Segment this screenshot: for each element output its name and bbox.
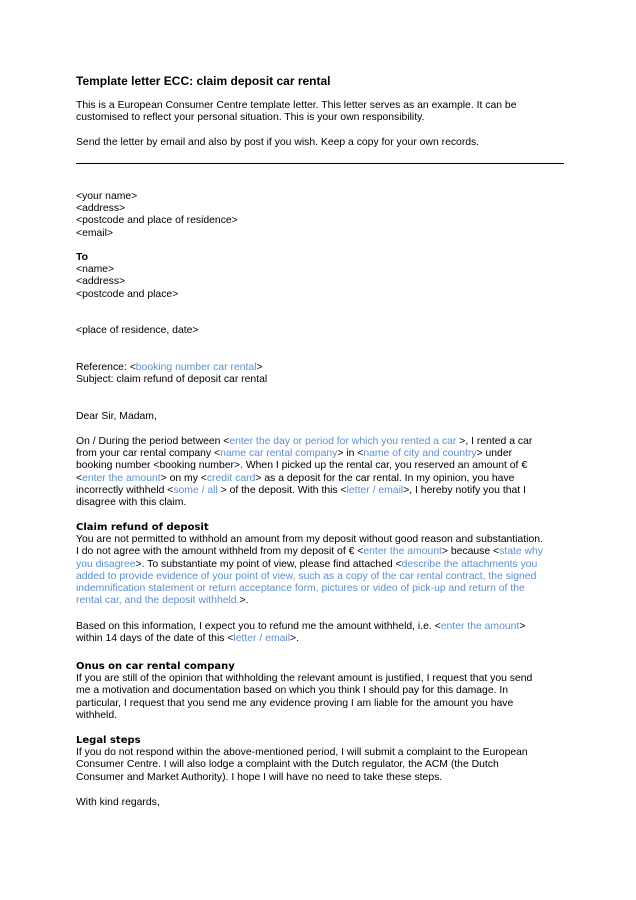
section-legal-steps — [76, 735, 564, 784]
placeholder-some-all: some / all — [173, 484, 218, 496]
paragraph-line: I do not agree with the amount withheld from my deposit of € <enter the amount> because <state why — [76, 546, 544, 558]
section-heading: Onus on car rental company — [76, 661, 235, 672]
salutation-text: Dear Sir, Madam, — [76, 411, 157, 422]
placeholder-amount: enter the amount — [440, 621, 520, 632]
recipient-to-label: To — [76, 252, 88, 263]
paragraph-line: particular, I request that you send me any evidence proving I am liable for the amount you have — [76, 697, 514, 709]
intro-paragraph — [76, 100, 564, 124]
placeholder-rental-period: enter the day or period for which you rented a car — [229, 436, 457, 447]
recipient-address — [76, 252, 564, 301]
document-title: Template letter ECC: claim deposit car rental — [76, 74, 331, 88]
paragraph-line: within 14 days of the date of this <letter / email>. — [76, 633, 299, 645]
placeholder-booking-number: booking number car rental — [135, 362, 257, 373]
recipient-address-line: <address> — [76, 276, 126, 288]
closing — [76, 797, 564, 809]
subject-line: Subject: claim refund of deposit car rental — [76, 374, 268, 386]
place-date — [76, 325, 564, 337]
paragraph-line: booking number <booking number>. When I picked up the rental car, you reserved an amount of € — [76, 460, 528, 472]
paragraph-line: you disagree>. To substantiate my point of view, please find attached <describe the attachments you — [76, 558, 538, 570]
recipient-postcode: <postcode and place> — [76, 288, 179, 300]
sender-address — [76, 191, 564, 240]
placeholder-reason: you disagree — [76, 558, 136, 570]
placeholder-letter-email: letter / email — [346, 484, 404, 496]
placeholder-letter-email: letter / email — [233, 633, 290, 645]
paragraph-line: If you are still of the opinion that withholding the relevant amount is justified, I request that you send — [76, 673, 533, 685]
section-onus — [76, 661, 564, 722]
paragraph-line: disagree with this claim. — [76, 496, 187, 508]
paragraph-line: Consumer Centre. I will also lodge a complaint with the Dutch regulator, the ACM (the Dutch — [76, 759, 499, 771]
closing-text: With kind regards, — [76, 797, 160, 808]
intro-line: customised to reflect your personal situation. This is your own responsibility. — [76, 112, 425, 124]
placeholder-attachments: rental car, and the deposit withheld. — [76, 595, 240, 607]
paragraph-line: Consumer and Market Authority). I hope I will have no need to take these steps. — [76, 771, 443, 783]
sender-email: <email> — [76, 227, 113, 239]
paragraph-line: incorrectly withheld <some / all > of the deposit. With this <letter / email>, I hereby notify you that I — [76, 484, 526, 496]
section-heading: Legal steps — [76, 735, 141, 746]
placeholder-attachments: added to provide evidence of your point of view, such as a copy of the car rental contract, the signed — [76, 570, 537, 582]
placeholder-credit-card: credit card — [206, 472, 256, 484]
sender-name: <your name> — [76, 191, 138, 202]
paragraph-line: You are not permitted to withhold an amount from my deposit without good reason and substantiation. — [76, 534, 543, 546]
reference-block — [76, 362, 564, 386]
placeholder-amount: enter the amount — [82, 472, 161, 484]
place-date-text: <place of residence, date> — [76, 325, 199, 336]
paragraph-line: me a motivation and documentation based on which you think I should pay for this damage. In — [76, 685, 509, 697]
paragraph-line: withheld. — [76, 709, 118, 721]
send-note-text: Send the letter by email and also by post if you wish. Keep a copy for your own records. — [76, 137, 480, 148]
section-heading: Claim refund of deposit — [76, 522, 209, 533]
divider — [76, 163, 564, 164]
reference-line: Reference: <booking number car rental> — [76, 362, 263, 373]
paragraph-refund — [76, 621, 564, 645]
placeholder-attachments: indemnification statement or return acceptance form, pictures or video of pick-up and return of the — [76, 582, 525, 594]
paragraph-line: On / During the period between <enter the day or period for which you rented a car >, I rented a car — [76, 436, 533, 447]
placeholder-city-country: name of city and country — [363, 448, 477, 460]
sender-address-line: <address> — [76, 203, 126, 215]
section-claim-refund — [76, 522, 564, 607]
paragraph-rental — [76, 436, 564, 509]
placeholder-reason: state why — [499, 546, 544, 558]
paragraph-line: from your car rental company <name car rental company> in <name of city and country> under — [76, 448, 513, 460]
send-note — [76, 137, 564, 149]
placeholder-amount: enter the amount — [363, 546, 442, 558]
placeholder-company-name: name car rental company — [220, 448, 338, 460]
paragraph-line: rental car, and the deposit withheld.>. — [76, 595, 249, 607]
placeholder-attachments: describe the attachments you — [401, 558, 538, 570]
salutation — [76, 411, 564, 423]
paragraph-line: Based on this information, I expect you to refund me the amount withheld, i.e. <enter the amount> — [76, 621, 526, 632]
intro-line: This is a European Consumer Centre template letter. This letter serves as an example. It can be — [76, 100, 517, 111]
recipient-name: <name> — [76, 264, 115, 276]
paragraph-line: If you do not respond within the above-mentioned period, I will submit a complaint to the European — [76, 747, 528, 759]
sender-postcode: <postcode and place of residence> — [76, 215, 238, 227]
paragraph-line: <enter the amount> on my <credit card> as a deposit for the car rental. In my opinion, you have — [76, 472, 515, 484]
